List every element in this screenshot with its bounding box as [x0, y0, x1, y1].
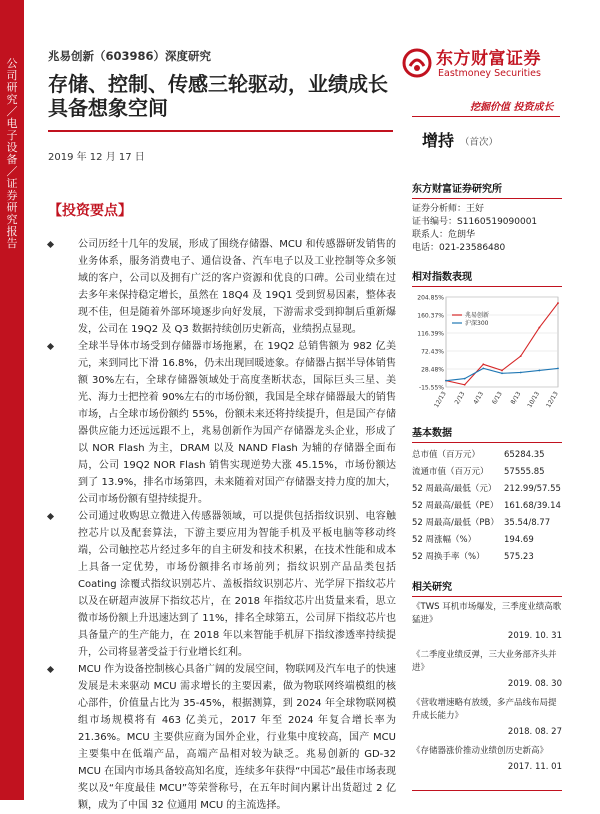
basic-data-row: [412, 447, 562, 464]
analyst-name: 证券分析师：王好: [412, 204, 485, 214]
x-tick-label: 12/13: [433, 390, 448, 409]
basic-data-row: [412, 532, 562, 549]
basic-data-value: 35.54/8.77: [504, 518, 551, 528]
series-point: [520, 355, 522, 357]
side-band-char: ／: [6, 105, 18, 118]
highlight-paragraph: 公司通过收购思立微进入传感器领域，可以提供包括指纹识别、电容触控芯片以及配套算法，下游主要应用为智能手机及平板电脑等移动终端，公司触控芯片经过多年的自主研发和技术积累，在技术性能和成本上具备一定优势，市场份额排名市场前列；指纹识别产品品类包括 Coating 涂覆式指纹识别芯片、盖板指纹识别芯片、光学屏下指纹芯片以及在研超声波屏下指纹芯片，在 2018 年指纹芯片出货量来看，思立微市场份额上升迅速达到了 11%，排名全球第五，公司屏下指纹芯片也具备量产的生产能力，在 2018 年以来智能手机屏下指纹渗透率持续提升，公司将显著受益于行业增长红利。: [48, 508, 396, 661]
series-point: [482, 367, 484, 369]
eastmoney-logo-icon: [402, 48, 432, 78]
rating-note: （首次）: [460, 137, 499, 148]
header-divider: [48, 130, 393, 132]
highlights-body: [48, 236, 396, 814]
related-research-date: 2019. 08. 30: [507, 679, 562, 689]
x-tick-label: 8/13: [509, 390, 523, 406]
relative-index-chart: [412, 291, 562, 427]
side-band-char: 究: [6, 93, 18, 106]
related-research-item[interactable]: [412, 601, 562, 643]
x-tick-label: 2/13: [453, 390, 467, 406]
related-research-date: 2018. 08. 27: [507, 727, 562, 737]
series-point: [557, 367, 559, 369]
series-point: [464, 378, 466, 380]
side-band-char: 子: [6, 129, 18, 142]
y-tick-label: 28.48%: [421, 366, 444, 374]
basic-data-row: [412, 498, 562, 515]
company-stock-line: 兆易创新（603986）深度研究: [48, 49, 212, 63]
x-tick-label: 4/13: [472, 390, 486, 406]
certificate-number: 证书编号：S1160519090001: [412, 217, 538, 227]
side-band-char: 公: [6, 57, 18, 70]
relative-index-section: [412, 268, 562, 427]
highlight-paragraph: 全球半导体市场受到存储器市场拖累，在 19Q2 总销售额为 982 亿美元，来到同比下滑 16.8%，仍未出现回暖迹象。存储器占据半导体销售额 30%左右，全球存储器领域处于高度垄断状态，国际巨头三星、美光、海力士把控着 90%左右的市场份额，我国是全球存储器最大的销售市场，占全球市场份额约 55%，份额未来还将持续提升，但是国产存储器供应能力还远远跟不上，兆易创新作为国产存储器龙头企业，形成了以 NOR Flash 为主，DRAM 以及 NAND Flash 为辅的存储器全面布局，公司 19Q2 NOR Flash 销售实现逆势大涨 45.15%，市场份额达到了 13.9%，排名市场第四，未来随着对国产存储器支持力度的加大，公司市场份额有望持续提升。: [48, 338, 396, 508]
basic-data-row: [412, 515, 562, 532]
series-point: [538, 327, 540, 329]
contact-phone: 电话：021-23586480: [412, 243, 506, 253]
basic-data-row: [412, 464, 562, 481]
related-research-link[interactable]: 《TWS 耳机市场爆发，三季度业绩高歌猛进》: [412, 602, 562, 625]
series-point: [501, 372, 503, 374]
related-research-date: 2019. 10. 31: [507, 631, 562, 641]
basic-data-value: 575.23: [504, 552, 534, 562]
logo-english-name: Eastmoney Securities: [438, 68, 541, 79]
x-tick-label: 12/13: [545, 390, 560, 409]
side-band-char: 电: [6, 117, 18, 130]
basic-data-section: [412, 424, 562, 566]
related-research-link[interactable]: 《存储器涨价推动业绩创历史新高》: [412, 746, 549, 756]
basic-data-value: 194.69: [504, 535, 534, 545]
bottom-divider: [412, 790, 562, 791]
side-band-char: 报: [6, 225, 18, 238]
diamond-bullet-icon: [47, 666, 54, 673]
series-point: [520, 372, 522, 374]
basic-data-key: 52 周换手率（%）: [412, 552, 485, 562]
series-point: [464, 384, 466, 386]
diamond-bullet-icon: [47, 343, 54, 350]
basic-data-value: 212.99/57.55: [504, 484, 561, 494]
series-point: [445, 380, 447, 382]
highlights-title: 【投资要点】: [48, 203, 132, 219]
y-tick-label: -15.55%: [418, 384, 444, 392]
eastmoney-logo: [402, 44, 562, 84]
logo-chinese-name: 东方财富证券: [436, 49, 541, 69]
y-tick-label: 116.39%: [417, 330, 444, 338]
side-band-char: 告: [6, 237, 18, 250]
side-band-char: 设: [6, 141, 18, 154]
rating-label: 增持: [422, 131, 455, 150]
series-point: [501, 370, 503, 372]
related-research-item[interactable]: [412, 649, 562, 691]
highlight-paragraph: MCU 作为设备控制核心具备广阔的发展空间，物联网及汽车电子的快速发展是未来驱动 MCU 需求增长的主要因素，做为物联网终端模组的核心部件，价值量占比为 35-45%，根据测算，到 2024 年全球物联网模组市场规模将有 463 亿美元，2017 年至 2024 年复合增长率为 21.36%。MCU 主要供应商为国外企业，行业集中度较高，国产 MCU 主要集中在低端产品，高端产品相对较为缺乏。兆易创新的 GD-32 MCU 在国内市场具备较高知名度，连续多年获得“中国芯”最佳市场表现奖以及“年度最佳 MCU”等荣誉称号，在五年时间内累计出货超过 2 亿颗，成为了中国 32 位通用 MCU 的主流选择。: [48, 661, 396, 814]
basic-data-key: 总市值（百万元）: [412, 450, 481, 460]
basic-data-key: 52 周最高/最低（元）: [412, 484, 497, 494]
basic-data-key: 流通市值（百万元）: [412, 467, 489, 477]
y-tick-label: 160.37%: [417, 312, 444, 320]
related-research-link[interactable]: 《二季度业绩反弹，三大业务部齐头并进》: [412, 650, 557, 673]
basic-data-value: 57555.85: [504, 467, 545, 477]
related-research-list: [412, 601, 562, 774]
slogan-divider: [412, 116, 560, 117]
diamond-bullet-icon: [47, 241, 54, 248]
basic-data-key: 52 周涨幅（%）: [412, 535, 477, 545]
x-tick-label: 6/13: [490, 390, 504, 406]
contact-person: 联系人：危朗华: [412, 230, 476, 240]
legend-label: 兆易创新: [465, 312, 490, 320]
side-band-char: 证: [6, 177, 18, 190]
side-band-char: 研: [6, 201, 18, 214]
side-band-char: 备: [6, 153, 18, 166]
x-tick-label: 10/13: [526, 390, 542, 409]
y-tick-label: 72.43%: [421, 348, 444, 356]
related-research-item[interactable]: [412, 745, 562, 774]
series-point: [538, 370, 540, 372]
basic-data-title: 基本数据: [412, 424, 562, 443]
relative-index-title: 相对指数表现: [412, 268, 562, 287]
side-band: [0, 0, 24, 800]
related-research-date: 2017. 11. 01: [507, 762, 562, 772]
basic-data-value: 65284.35: [504, 450, 545, 460]
series-point: [482, 363, 484, 365]
legend-label: 沪深300: [465, 320, 489, 328]
related-research-title: 相关研究: [412, 578, 562, 597]
report-date: 2019 年 12 月 17 日: [48, 152, 145, 163]
basic-data-row: [412, 481, 562, 498]
diamond-bullet-icon: [47, 513, 54, 520]
related-research-link[interactable]: 《营收增速略有放缓，多产品线布局提升成长能力》: [412, 698, 557, 721]
basic-data-key: 52 周最高/最低（PB）: [412, 518, 499, 528]
basic-data-list: [412, 447, 562, 566]
related-research-section: [412, 578, 562, 780]
side-band-char: 研: [6, 81, 18, 94]
side-band-char: 券: [6, 189, 18, 202]
basic-data-row: [412, 549, 562, 566]
highlight-paragraph: 公司历经十几年的发展，形成了围绕存储器、MCU 和传感器研发销售的业务体系，服务消费电子、通信设备、汽车电子以及工业控制等众多领域的客户，公司以及拥有广泛的客户资源和优良的口碑。公司业绩在过去多年来保持稳定增长，虽然在 18Q4 及 19Q1 受到贸易因素，整体表现不佳，但是随着外部环境逐步向好发展，下游需求受到抑制后重新爆发，公司在 19Q2 及 Q3 数据持续创历史新高，业绩拐点显现。: [48, 236, 396, 338]
series-point: [557, 302, 559, 304]
analyst-section: [412, 180, 562, 255]
side-band-char: 司: [6, 69, 18, 82]
side-band-char: ／: [6, 165, 18, 178]
basic-data-value: 161.68/39.14: [504, 501, 561, 511]
side-band-label: [3, 58, 21, 250]
report-title: 存储、控制、传感三轮驱动，业绩成长具备想象空间: [48, 72, 388, 120]
analyst-section-title: 东方财富证券研究所: [412, 180, 562, 199]
basic-data-key: 52 周最高/最低（PE）: [412, 501, 499, 511]
side-band-char: 究: [6, 213, 18, 226]
y-tick-label: 204.85%: [417, 294, 444, 302]
related-research-item[interactable]: [412, 697, 562, 739]
slogan: 挖掘价值 投资成长: [470, 102, 554, 113]
